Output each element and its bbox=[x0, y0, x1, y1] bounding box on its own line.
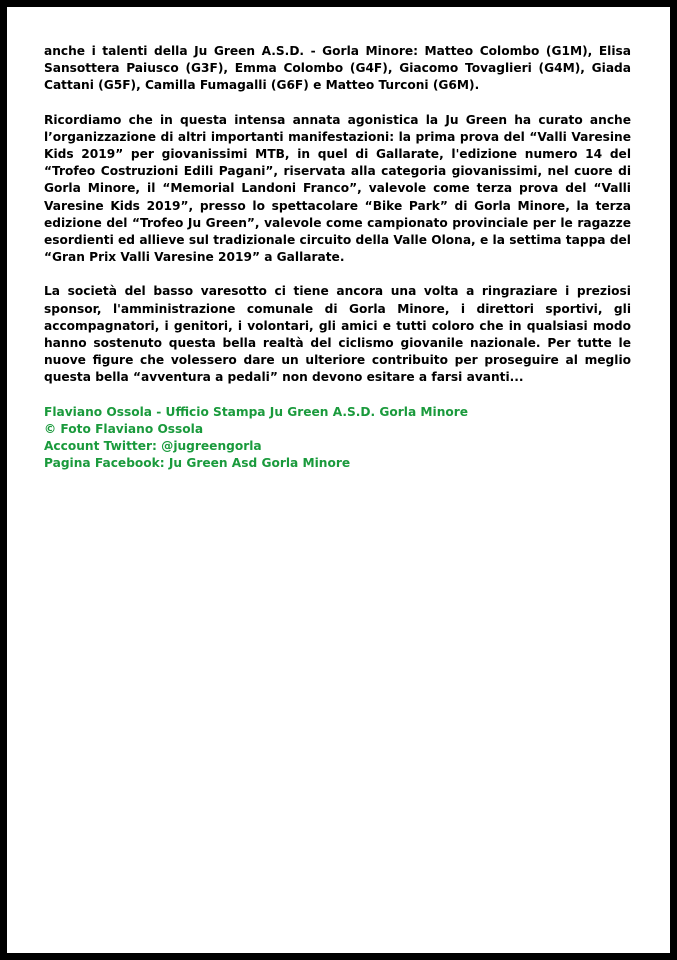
paragraph-events: Ricordiamo che in questa intensa annata agonistica la Ju Green ha curato anche l’organizzazione di altri importanti manifestazioni: la prima prova del “Valli Varesine Kids 2019” per giovanissimi MTB, in quel di Gallarate, l'edizione numero 14 del “Trofeo Costruzioni Edili Pagani”, riservata alla categoria giovanissimi, nel cuore di Gorla Minore, il “Memorial Landoni Franco”, valevole come terza prova del “Valli Varesine Kids 2019”, presso lo spettacolare “Bike Park” di Gorla Minore, la terza edizione del “Trofeo Ju Green”, valevole come campionato provinciale per le ragazze esordienti ed allieve sul tradizionale circuito della Valle Olona, e la settima tappa del “Gran Prix Valli Varesine 2019” a Gallarate. bbox=[44, 112, 631, 265]
paragraph-thanks: La società del basso varesotto ci tiene ancora una volta a ringraziare i preziosi sponsor, l'amministrazione comunale di Gorla Minore, i direttori sportivi, gli accompagnatori, i genitori, i volontari, gli amici e tutti coloro che in qualsiasi modo hanno sostenuto questa bella realtà del ciclismo giovanile nazionale. Per tutte le nuove figure che volessero dare un ulteriore contribuito per proseguire al meglio questa bella “avventura a pedali” non devono esitare a farsi avanti... bbox=[44, 284, 631, 385]
credits-block bbox=[44, 404, 631, 473]
credit-press-office: Flaviano Ossola - Ufficio Stampa Ju Green A.S.D. Gorla Minore bbox=[44, 404, 469, 419]
credit-facebook: Pagina Facebook: Ju Green Asd Gorla Minore bbox=[44, 456, 351, 471]
credit-twitter: Account Twitter: @jugreengorla bbox=[44, 439, 262, 454]
document-page bbox=[7, 7, 670, 953]
paragraph-athletes: anche i talenti della Ju Green A.S.D. - Gorla Minore: Matteo Colombo (G1M), Elisa Sansottera Paiusco (G3F), Emma Colombo (G4F), Giacomo Tovaglieri (G4M), Giada Cattani (G5F), Camilla Fumagalli (G6F) e Matteo Turconi (G6M). bbox=[44, 44, 631, 93]
credit-photo: © Foto Flaviano Ossola bbox=[44, 421, 204, 436]
